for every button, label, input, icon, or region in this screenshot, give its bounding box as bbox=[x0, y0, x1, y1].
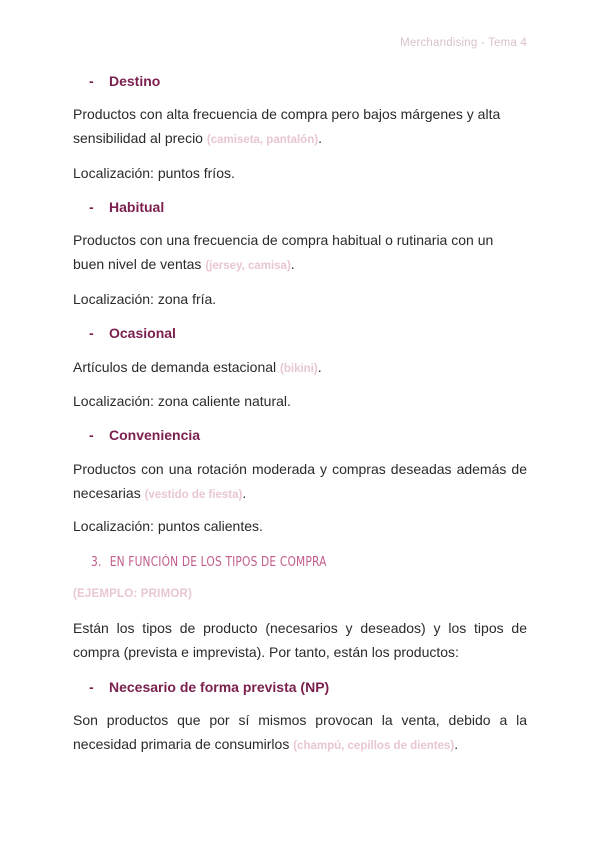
bullet-title: Ocasional bbox=[109, 325, 176, 341]
paragraph-ocasional bbox=[73, 355, 527, 381]
bullet-title: Necesario de forma prevista (NP) bbox=[109, 679, 330, 695]
section-subtitle: (EJEMPLO: PRIMOR) bbox=[73, 588, 193, 600]
bullet-title: Habitual bbox=[109, 199, 165, 215]
period: . bbox=[318, 130, 322, 146]
location-ocasional: Localización: zona caliente natural. bbox=[73, 393, 291, 409]
section-intro: Están los tipos de producto (necesarios y deseados) y los tipos de compra (prevista e imprevista). Por tanto, están los productos: bbox=[73, 620, 527, 660]
location-conveniencia: Localización: puntos calientes. bbox=[73, 518, 263, 534]
location-destino: Localización: puntos fríos. bbox=[73, 165, 235, 181]
bullet-dash: - bbox=[89, 199, 94, 215]
paragraph-text: Productos con una rotación moderada y compras deseadas además de necesarias bbox=[73, 461, 527, 501]
bullet-dash: - bbox=[89, 325, 94, 341]
period: . bbox=[454, 736, 459, 752]
period: . bbox=[317, 359, 322, 375]
bullet-conveniencia bbox=[89, 425, 200, 445]
bullet-dash: - bbox=[89, 73, 94, 89]
period: . bbox=[242, 485, 247, 501]
section-title: EN FUNCIÓN DE LOS TIPOS DE COMPRA bbox=[109, 555, 327, 570]
paragraph-text: Son productos que por sí mismos provocan la venta, debido a la necesidad primaria de consumirlos bbox=[73, 712, 527, 752]
paragraph-conveniencia bbox=[73, 457, 527, 507]
bullet-title: Destino bbox=[109, 73, 161, 89]
paragraph-np bbox=[73, 708, 527, 758]
bullet-habitual bbox=[89, 197, 164, 217]
running-header: Merchandising - Tema 4 bbox=[400, 37, 527, 49]
paragraph-text: Productos con alta frecuencia de compra pero bajos márgenes y alta sensibilidad al precio bbox=[73, 106, 501, 146]
example-text: (bikini) bbox=[280, 363, 318, 375]
section-number: 3. bbox=[91, 555, 102, 570]
paragraph-habitual bbox=[73, 228, 527, 278]
location-habitual: Localización: zona fría. bbox=[73, 291, 217, 307]
example-text: (champú, cepillos de dientes) bbox=[293, 740, 455, 752]
example-text: (jersey, camisa) bbox=[205, 260, 291, 272]
bullet-ocasional bbox=[89, 323, 176, 343]
bullet-destino bbox=[89, 71, 160, 91]
paragraph-destino bbox=[73, 102, 527, 152]
paragraph-text: Productos con una frecuencia de compra habitual o rutinaria con un buen nivel de ventas bbox=[73, 232, 494, 272]
example-text: (camiseta, pantalón) bbox=[206, 134, 319, 146]
section-heading bbox=[91, 555, 327, 570]
period: . bbox=[290, 256, 295, 272]
bullet-dash: - bbox=[89, 427, 94, 443]
example-text: (vestido de fiesta) bbox=[144, 489, 243, 501]
bullet-np bbox=[89, 677, 329, 697]
bullet-title: Conveniencia bbox=[109, 427, 201, 443]
paragraph-text: Artículos de demanda estacional bbox=[73, 359, 281, 375]
bullet-dash: - bbox=[89, 679, 94, 695]
